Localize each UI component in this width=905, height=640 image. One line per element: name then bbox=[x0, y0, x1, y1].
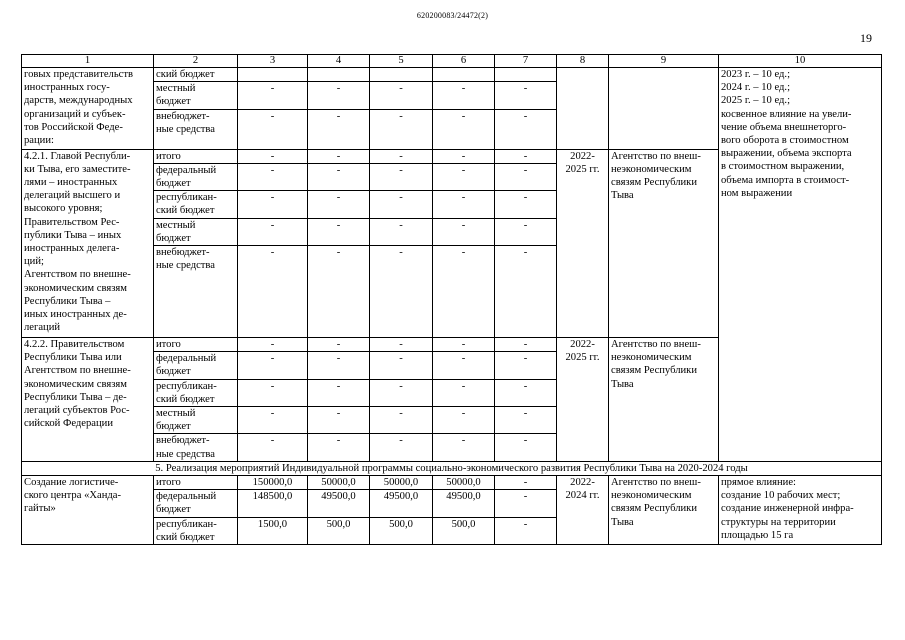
event-name-cell: 4.2.1. Главой Республи- ки Тыва, его заместите- лями – иностранных делегаций высшего и высокого уровня; Правительством Рес- публики Тыва – иных иностранных делега- ций; Агентством по внешне- экономическим связям Республики Тыва – иных иностранных де- легаций bbox=[22, 149, 154, 337]
value-cell: 500,0 bbox=[370, 517, 433, 544]
column-header: 5 bbox=[370, 55, 433, 68]
value-cell: 1500,0 bbox=[238, 517, 308, 544]
value-cell: - bbox=[433, 109, 495, 149]
column-header: 3 bbox=[238, 55, 308, 68]
value-cell: - bbox=[238, 352, 308, 379]
value-cell: 50000,0 bbox=[370, 476, 433, 490]
value-cell: - bbox=[308, 338, 370, 352]
value-cell: - bbox=[433, 246, 495, 338]
value-cell: - bbox=[370, 163, 433, 190]
value-cell: - bbox=[238, 338, 308, 352]
funding-source-cell: ский бюджет bbox=[154, 68, 238, 82]
event-name-cell: Создание логистиче- ского центра «Ханда- гайты» bbox=[22, 476, 154, 545]
value-cell: - bbox=[433, 379, 495, 406]
funding-source-cell: внебюджет- ные средства bbox=[154, 434, 238, 461]
value-cell: - bbox=[433, 407, 495, 434]
document-id: 620200083/24472(2) bbox=[416, 11, 489, 20]
column-header: 8 bbox=[557, 55, 609, 68]
value-cell: - bbox=[308, 82, 370, 109]
table-row bbox=[22, 476, 882, 490]
section-title: 5. Реализация мероприятий Индивидуальной программы социально-экономического развития Республики Тыва на 2020-2024 годы bbox=[22, 461, 882, 475]
funding-source-cell: местный бюджет bbox=[154, 407, 238, 434]
value-cell: - bbox=[238, 407, 308, 434]
value-cell: - bbox=[370, 109, 433, 149]
value-cell: - bbox=[433, 352, 495, 379]
funding-source-cell: федеральный бюджет bbox=[154, 352, 238, 379]
value-cell: - bbox=[495, 434, 557, 461]
funding-source-cell: местный бюджет bbox=[154, 82, 238, 109]
value-cell: - bbox=[370, 407, 433, 434]
value-cell: - bbox=[308, 191, 370, 218]
value-cell: - bbox=[308, 379, 370, 406]
column-header: 6 bbox=[433, 55, 495, 68]
value-cell: 50000,0 bbox=[433, 476, 495, 490]
funding-source-cell: итого bbox=[154, 338, 238, 352]
value-cell: - bbox=[433, 163, 495, 190]
column-header: 10 bbox=[719, 55, 882, 68]
funding-source-cell: республикан- ский бюджет bbox=[154, 379, 238, 406]
value-cell: - bbox=[495, 218, 557, 245]
period-cell: 2022- 2024 гг. bbox=[557, 476, 609, 545]
column-header: 9 bbox=[609, 55, 719, 68]
period-cell: 2022- 2025 гг. bbox=[557, 149, 609, 337]
funding-source-cell: федеральный бюджет bbox=[154, 163, 238, 190]
funding-source-cell: республикан- ский бюджет bbox=[154, 517, 238, 544]
value-cell: - bbox=[433, 434, 495, 461]
column-header-row bbox=[22, 55, 882, 68]
table-row bbox=[22, 68, 882, 82]
value-cell: - bbox=[495, 191, 557, 218]
value-cell: - bbox=[370, 379, 433, 406]
value-cell: - bbox=[308, 109, 370, 149]
event-name-cell: говых представительств иностранных госу- дарств, международных организаций и субъек- тов Российской Феде- рации: bbox=[22, 68, 154, 150]
value-cell: - bbox=[495, 109, 557, 149]
value-cell: - bbox=[308, 407, 370, 434]
column-header: 1 bbox=[22, 55, 154, 68]
value-cell: 150000,0 bbox=[238, 476, 308, 490]
funding-source-cell: местный бюджет bbox=[154, 218, 238, 245]
value-cell: 50000,0 bbox=[308, 476, 370, 490]
value-cell: 49500,0 bbox=[370, 490, 433, 517]
value-cell: 500,0 bbox=[433, 517, 495, 544]
value-cell: - bbox=[495, 82, 557, 109]
event-name-cell: 4.2.2. Правительством Республики Тыва или Агентством по внешне- экономическим связям Республики Тыва – де- легаций субъектов Рос- сийской Федерации bbox=[22, 338, 154, 462]
executor-cell: Агентство по внеш- неэкономическим связям Республики Тыва bbox=[609, 149, 719, 337]
value-cell: - bbox=[433, 149, 495, 163]
budget-table bbox=[21, 54, 882, 545]
indicator-cell: прямое влияние: создание 10 рабочих мест; создание инженерной инфра- структуры на территории площадью 15 га bbox=[719, 476, 882, 545]
value-cell: - bbox=[495, 476, 557, 490]
value-cell: - bbox=[433, 338, 495, 352]
value-cell: - bbox=[495, 163, 557, 190]
section-heading-row bbox=[22, 461, 882, 475]
funding-source-cell: федеральный бюджет bbox=[154, 490, 238, 517]
value-cell: - bbox=[238, 163, 308, 190]
value-cell: - bbox=[495, 379, 557, 406]
funding-source-cell: итого bbox=[154, 149, 238, 163]
value-cell: - bbox=[495, 338, 557, 352]
period-cell: 2022- 2025 гг. bbox=[557, 338, 609, 462]
value-cell: - bbox=[433, 82, 495, 109]
value-cell: 148500,0 bbox=[238, 490, 308, 517]
value-cell: - bbox=[238, 218, 308, 245]
value-cell: - bbox=[495, 517, 557, 544]
value-cell: 500,0 bbox=[308, 517, 370, 544]
value-cell: - bbox=[495, 407, 557, 434]
column-header: 4 bbox=[308, 55, 370, 68]
value-cell: - bbox=[238, 379, 308, 406]
value-cell: - bbox=[238, 434, 308, 461]
value-cell: - bbox=[370, 191, 433, 218]
value-cell: 49500,0 bbox=[433, 490, 495, 517]
value-cell: - bbox=[495, 352, 557, 379]
value-cell: - bbox=[238, 191, 308, 218]
value-cell: - bbox=[370, 149, 433, 163]
value-cell: - bbox=[370, 338, 433, 352]
indicator-cell: 2023 г. – 10 ед.; 2024 г. – 10 ед.; 2025 г. – 10 ед.; косвенное влияние на увели- чение объема внешнеторго- вого оборота в стоимостном выражении, объема экспорта в стоимостном выражении, объема импорта в стоимост- ном выражении bbox=[719, 68, 882, 462]
funding-source-cell: внебюджет- ные средства bbox=[154, 246, 238, 338]
value-cell: - bbox=[370, 246, 433, 338]
value-cell: - bbox=[370, 352, 433, 379]
value-cell: - bbox=[238, 149, 308, 163]
value-cell: - bbox=[308, 352, 370, 379]
funding-source-cell: внебюджет- ные средства bbox=[154, 109, 238, 149]
value-cell: - bbox=[308, 434, 370, 461]
value-cell: - bbox=[370, 82, 433, 109]
value-cell: - bbox=[308, 218, 370, 245]
value-cell: - bbox=[495, 149, 557, 163]
column-header: 2 bbox=[154, 55, 238, 68]
value-cell: - bbox=[238, 109, 308, 149]
value-cell: - bbox=[370, 434, 433, 461]
value-cell: - bbox=[433, 191, 495, 218]
page-number: 19 bbox=[860, 31, 872, 45]
value-cell: - bbox=[308, 149, 370, 163]
executor-cell: Агентство по внеш- неэкономическим связям Республики Тыва bbox=[609, 338, 719, 462]
value-cell: - bbox=[238, 82, 308, 109]
value-cell: - bbox=[433, 218, 495, 245]
value-cell: - bbox=[495, 246, 557, 338]
funding-source-cell: республикан- ский бюджет bbox=[154, 191, 238, 218]
value-cell: - bbox=[238, 246, 308, 338]
executor-cell: Агентство по внеш- неэкономическим связям Республики Тыва bbox=[609, 476, 719, 545]
column-header: 7 bbox=[495, 55, 557, 68]
value-cell: 49500,0 bbox=[308, 490, 370, 517]
funding-source-cell: итого bbox=[154, 476, 238, 490]
value-cell: - bbox=[308, 246, 370, 338]
value-cell: - bbox=[370, 218, 433, 245]
value-cell: - bbox=[308, 163, 370, 190]
value-cell: - bbox=[495, 490, 557, 517]
